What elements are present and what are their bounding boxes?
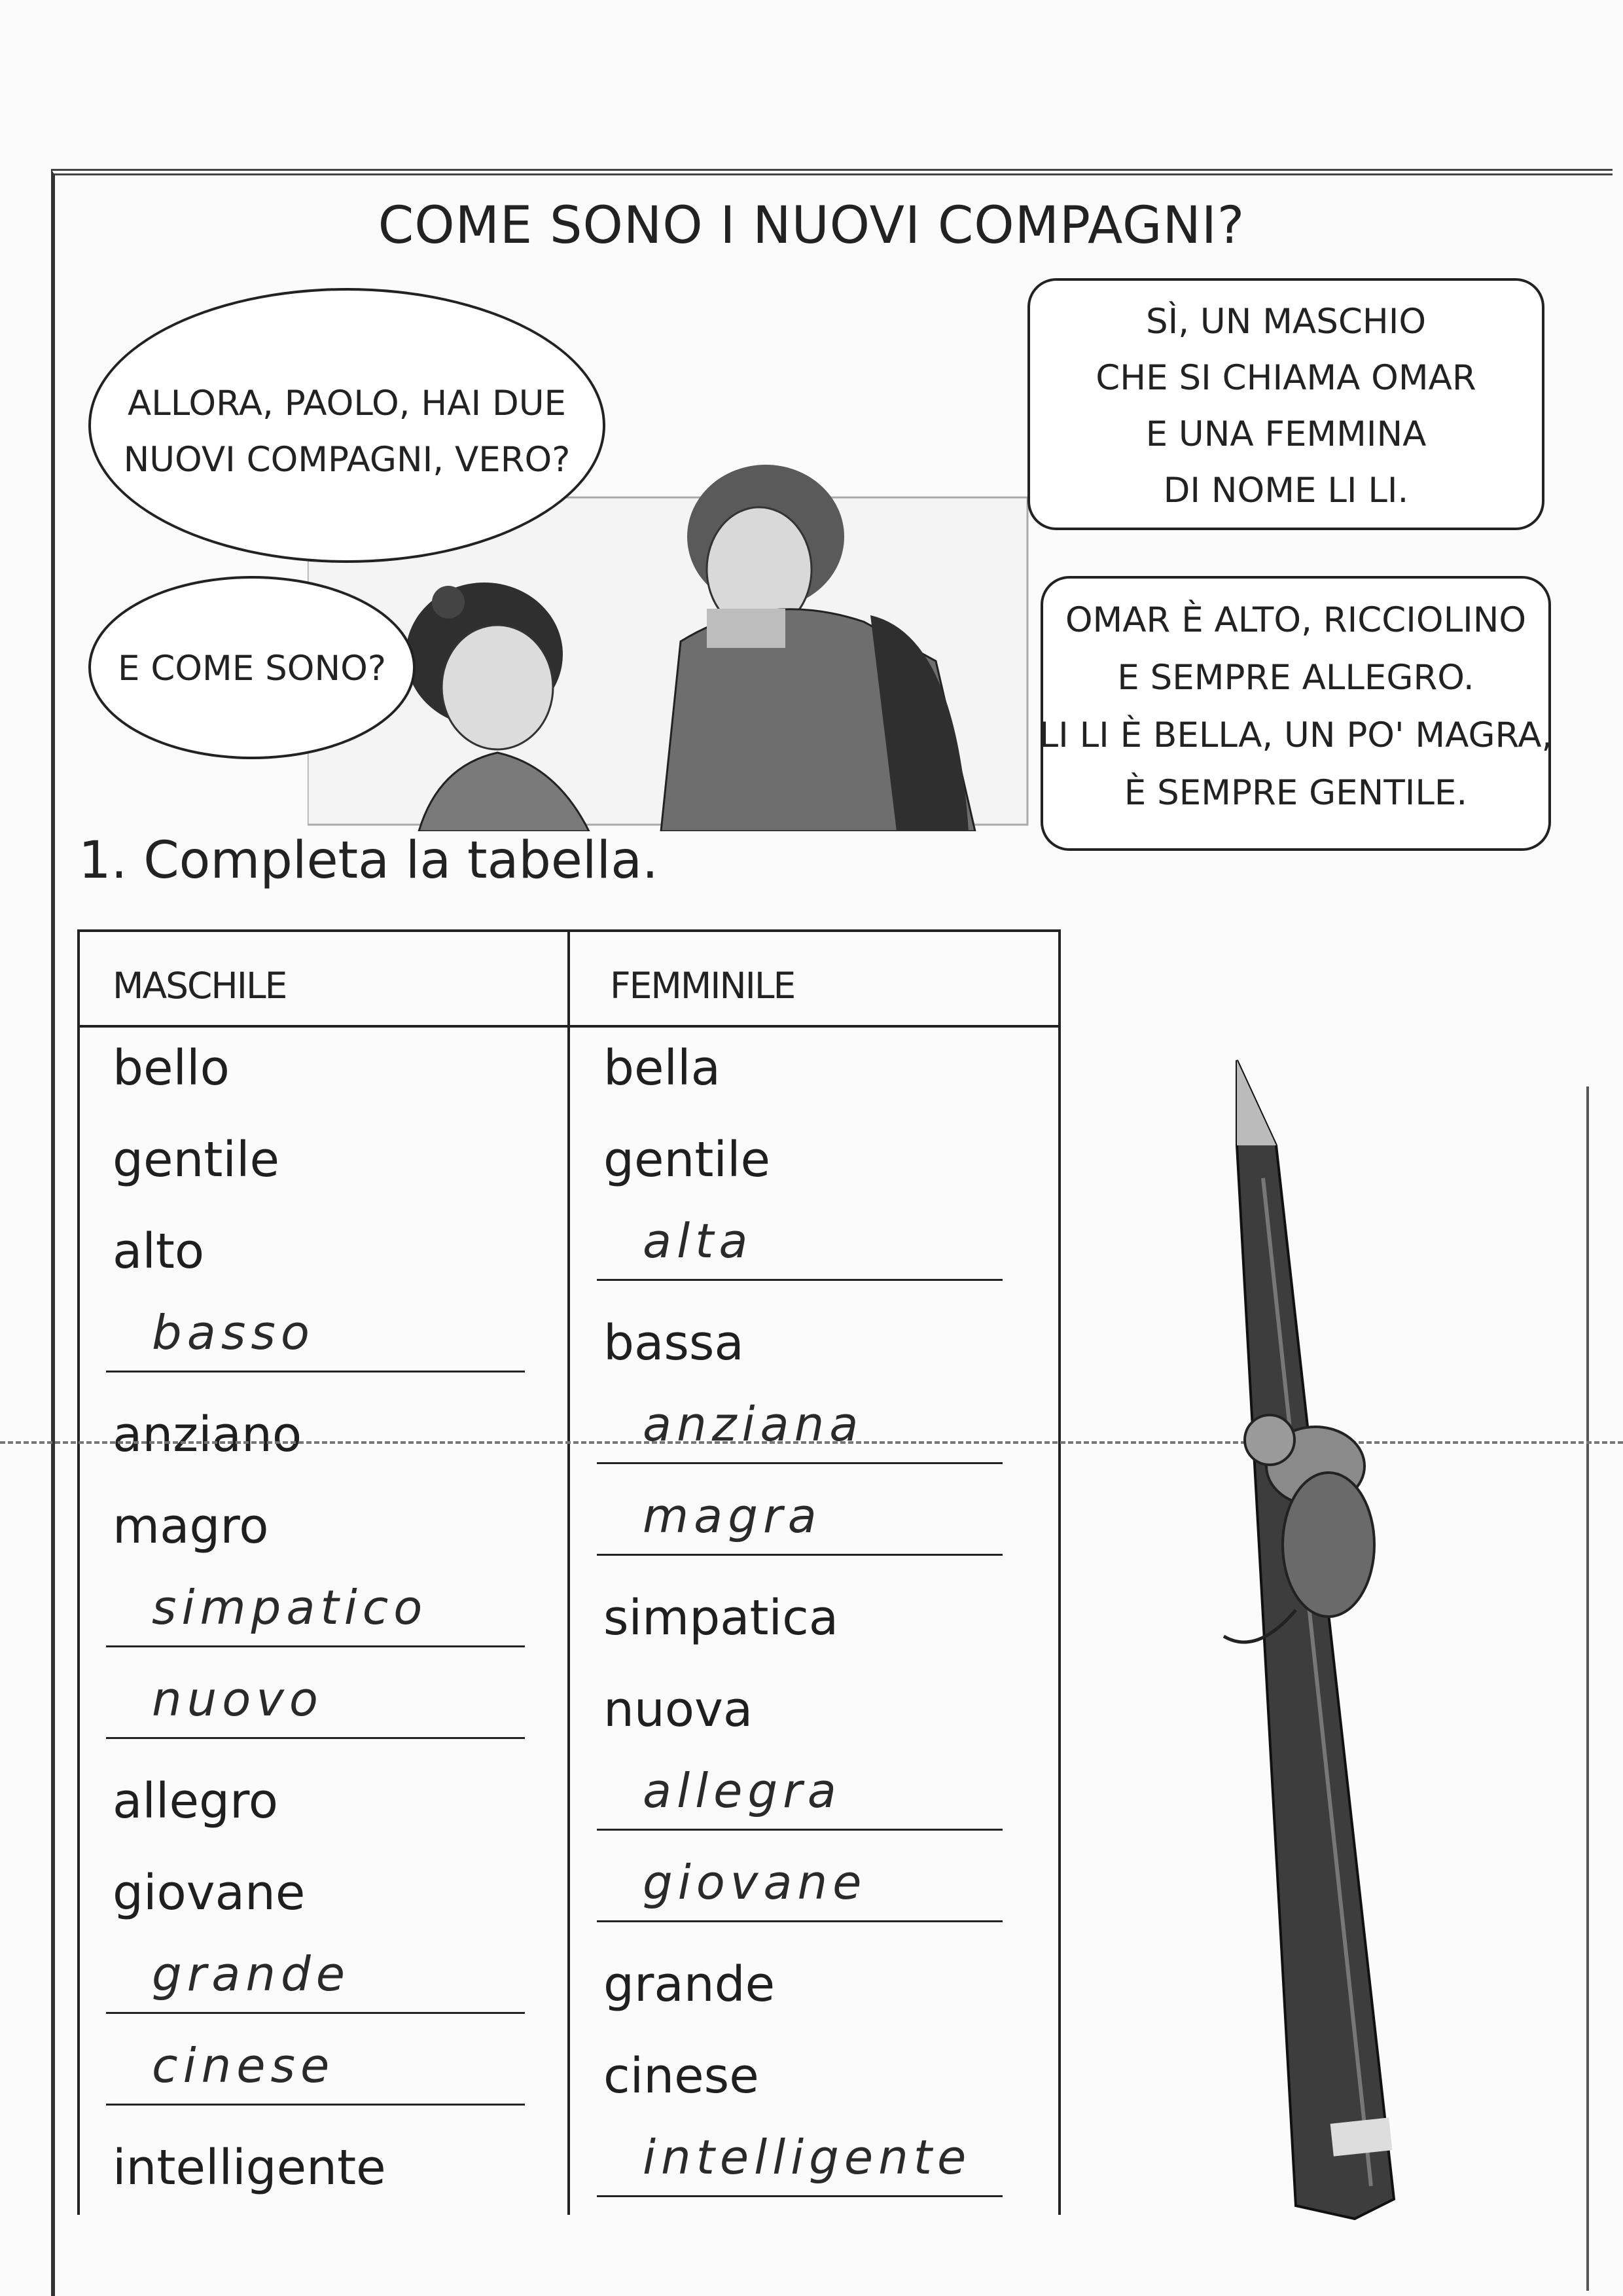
femminile-cell: anziana bbox=[643, 1397, 864, 1452]
exercise-instruction: 1. Completa la tabella. bbox=[79, 831, 658, 890]
answer-line bbox=[106, 2104, 525, 2106]
answer-line bbox=[106, 1371, 525, 1372]
header-femminile: FEMMINILE bbox=[610, 965, 795, 1007]
answer-line bbox=[597, 1462, 1003, 1464]
maschile-cell: basso bbox=[152, 1305, 315, 1360]
header-maschile: MASCHILE bbox=[113, 965, 287, 1007]
maschile-cell: grande bbox=[152, 1946, 351, 2001]
maschile-cell: simpatico bbox=[152, 1580, 428, 1635]
speech-bubble-question: ALLORA, PAOLO, HAI DUE NUOVI COMPAGNI, VERO? bbox=[88, 288, 605, 563]
adjective-table bbox=[77, 929, 1061, 2215]
femminile-cell: nuova bbox=[603, 1681, 753, 1738]
page-title: COME SONO I NUOVI COMPAGNI? bbox=[378, 196, 1245, 255]
femminile-cell: alta bbox=[643, 1213, 753, 1268]
femminile-cell: allegra bbox=[643, 1763, 842, 1818]
maschile-cell: bello bbox=[113, 1040, 230, 1096]
answer-line bbox=[106, 1645, 525, 1647]
femminile-cell: simpatica bbox=[603, 1590, 839, 1646]
right-frame-line bbox=[1586, 1086, 1589, 2291]
femminile-cell: grande bbox=[603, 1956, 776, 2013]
femminile-cell: magra bbox=[643, 1488, 822, 1543]
femminile-cell: cinese bbox=[603, 2048, 759, 2104]
maschile-cell: cinese bbox=[152, 2038, 335, 2093]
speech-bubble-how-are-they: E COME SONO? bbox=[88, 576, 416, 759]
femminile-cell: bella bbox=[603, 1040, 721, 1096]
femminile-cell: giovane bbox=[643, 1855, 867, 1910]
maschile-cell: intelligente bbox=[113, 2140, 386, 2196]
maschile-cell: nuovo bbox=[152, 1672, 323, 1727]
answer-line bbox=[597, 1920, 1003, 1922]
pencil-with-mouse-illustration bbox=[1198, 1047, 1459, 2225]
answer-line bbox=[597, 1279, 1003, 1281]
answer-line bbox=[597, 1829, 1003, 1831]
maschile-cell: giovane bbox=[113, 1865, 306, 1921]
maschile-cell: allegro bbox=[113, 1773, 279, 1829]
maschile-cell: magro bbox=[113, 1498, 269, 1554]
femminile-cell: bassa bbox=[603, 1315, 744, 1371]
femminile-cell: intelligente bbox=[643, 2130, 972, 2185]
maschile-cell: anziano bbox=[113, 1407, 302, 1463]
answer-line bbox=[597, 1554, 1003, 1556]
answer-line bbox=[106, 2012, 525, 2014]
column-divider bbox=[567, 932, 570, 2215]
maschile-cell: alto bbox=[113, 1223, 205, 1280]
speech-bubble-answer: SÌ, UN MASCHIO CHE SI CHIAMA OMAR E UNA FEMMINA DI NOME LI LI. bbox=[1027, 278, 1544, 530]
femminile-cell: gentile bbox=[603, 1132, 771, 1188]
speech-bubble-description: OMAR È ALTO, RICCIOLINO E SEMPRE ALLEGRO. LI LI È BELLA, UN PO' MAGRA, È SEMPRE GENTILE. bbox=[1041, 576, 1551, 851]
answer-line bbox=[106, 1737, 525, 1739]
answer-line bbox=[597, 2195, 1003, 2197]
maschile-cell: gentile bbox=[113, 1132, 280, 1188]
